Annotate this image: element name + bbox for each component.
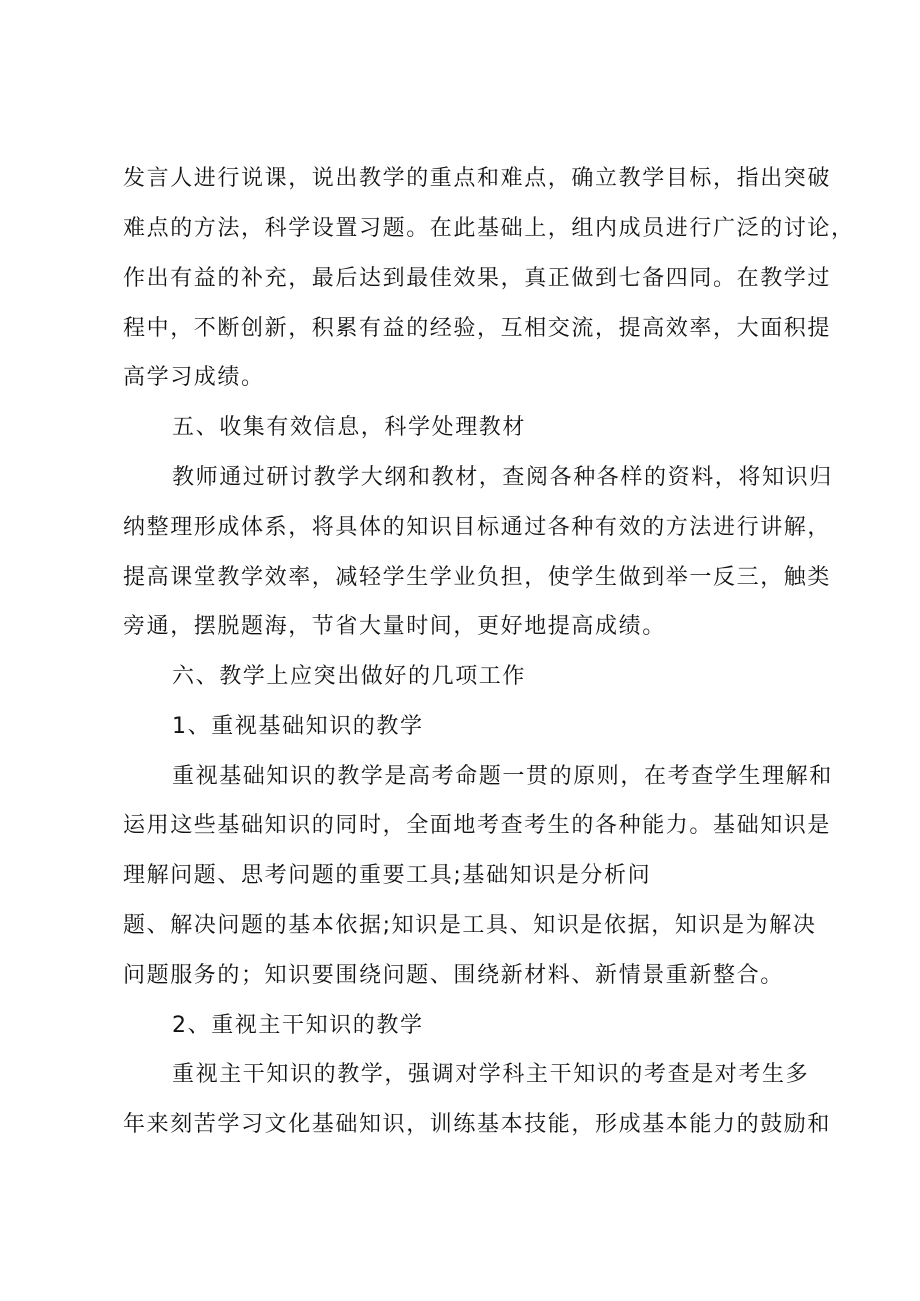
text-line: 难点的方法，科学设置习题。在此基础上，组内成员进行广泛的讨论， [123,216,855,241]
text-line: 提高课堂教学效率，减轻学生学业负担，使学生做到举一反三，触类 [123,565,832,590]
text-line: 发言人进行说课，说出教学的重点和难点，确立教学目标，指出突破 [123,166,832,191]
text-line: 程中，不断创新，积累有益的经验，互相交流，提高效率，大面积提 [123,316,832,341]
text-line: 理解问题、思考问题的重要工具;基础知识是分析问 [123,863,652,888]
text-line: 题、解决问题的基本依据;知识是工具、知识是依据，知识是为解决 [123,913,817,938]
text-line: 教师通过研讨教学大纲和教材，查阅各种各样的资料，将知识归 [172,465,833,490]
text-line: 纳整理形成体系，将具体的知识目标通过各种有效的方法进行讲解， [123,515,832,540]
text-line: 高学习成绩。 [123,365,265,390]
text-line: 问题服务的；知识要围绕问题、围绕新材料、新情景重新整合。 [123,963,784,988]
text-line: 作出有益的补充，最后达到最佳效果，真正做到七备四同。在教学过 [123,266,832,291]
subsection-heading: 1、重视基础知识的教学 [172,714,424,739]
text-line: 运用这些基础知识的同时，全面地考查考生的各种能力。基础知识是 [123,813,832,838]
text-line: 重视基础知识的教学是高考命题一贯的原则，在考查学生理解和 [172,764,833,789]
subsection-heading: 2、重视主干知识的教学 [172,1013,424,1038]
text-line: 重视主干知识的教学，强调对学科主干知识的考查是对考生多 [172,1062,810,1087]
text-line: 旁通，摆脱题海，节省大量时间，更好地提高成绩。 [123,614,666,639]
section-heading: 六、教学上应突出做好的几项工作 [172,664,527,689]
section-heading: 五、收集有效信息，科学处理教材 [172,415,527,440]
text-line: 年来刻苦学习文化基础知识，训练基本技能，形成基本能力的鼓励和 [123,1112,832,1137]
